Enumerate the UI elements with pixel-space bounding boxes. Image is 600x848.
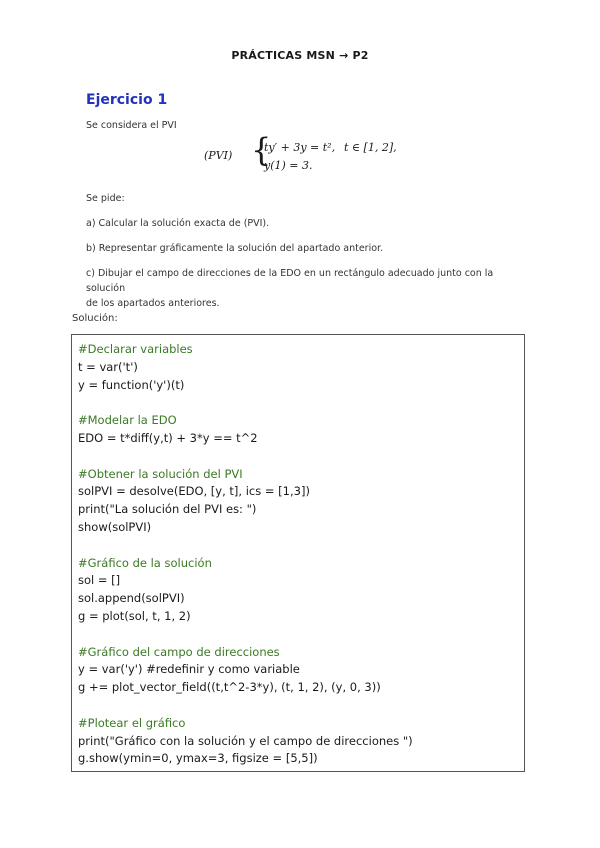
code-line <box>78 626 524 644</box>
code-line: y = function('y')(t) <box>78 377 185 392</box>
left-brace-icon: { <box>251 131 272 169</box>
code-line: print("Gráfico con la solución y el campo de direcciones ") <box>78 733 413 748</box>
code-line: y = var('y') #redefinir y como variable <box>78 662 300 677</box>
code-line: solPVI = desolve(EDO, [y, t], ics = [1,3]) <box>78 484 310 499</box>
code-line: t = var('t') <box>78 359 138 374</box>
code-line: print("La solución del PVI es: ") <box>78 502 257 517</box>
pvi-equation: ty′ + 3y = t², <box>264 141 336 154</box>
code-block <box>71 334 525 772</box>
page-title: PRÁCTICAS MSN → P2 <box>231 49 369 62</box>
code-comment-line: #Plotear el gráfico <box>78 715 186 730</box>
code-line: g = plot(sol, t, 1, 2) <box>78 608 191 623</box>
pvi-condition: t ∈ [1, 2], <box>344 141 397 154</box>
code-line: sol = [] <box>78 573 121 588</box>
pvi-system <box>86 131 526 181</box>
code-line <box>78 448 524 466</box>
exercise-item-c <box>86 266 526 311</box>
code-comment-line: #Gráfico del campo de direcciones <box>78 644 280 659</box>
code-comment-line: #Obtener la solución del PVI <box>78 466 243 481</box>
code-line <box>78 697 524 715</box>
exercise-item-c-line1: c) Dibujar el campo de direcciones de la EDO en un rectángulo adecuado junto con la solución <box>86 268 494 294</box>
code-line <box>78 394 524 412</box>
exercise-intro: Se considera el PVI <box>86 120 177 131</box>
exercise-item-a: a) Calcular la solución exacta de (PVI). <box>86 218 270 229</box>
exercise-item-b: b) Representar gráficamente la solución del apartado anterior. <box>86 243 384 254</box>
exercise-item-c-line2: de los apartados anteriores. <box>86 298 220 309</box>
code-comment-line: #Declarar variables <box>78 342 193 356</box>
code-line: g.show(ymin=0, ymax=3, figsize = [5,5]) <box>78 751 318 766</box>
code-line: show(solPVI) <box>78 519 152 534</box>
code-comment-line: #Gráfico de la solución <box>78 555 212 570</box>
pvi-initial-condition: y(1) = 3. <box>264 159 313 172</box>
exercise-block <box>86 92 526 311</box>
code-line: sol.append(solPVI) <box>78 591 185 606</box>
pvi-label: (PVI) <box>204 149 233 162</box>
exercise-pide: Se pide: <box>86 193 125 204</box>
solution-label: Solución: <box>72 313 118 324</box>
code-line: g += plot_vector_field((t,t^2-3*y), (t, 1, 2), (y, 0, 3)) <box>78 680 381 695</box>
code-line: EDO = t*diff(y,t) + 3*y == t^2 <box>78 430 258 445</box>
exercise-heading: Ejercicio 1 <box>86 92 168 108</box>
code-comment-line: #Modelar la EDO <box>78 413 177 428</box>
code-line <box>78 537 524 555</box>
